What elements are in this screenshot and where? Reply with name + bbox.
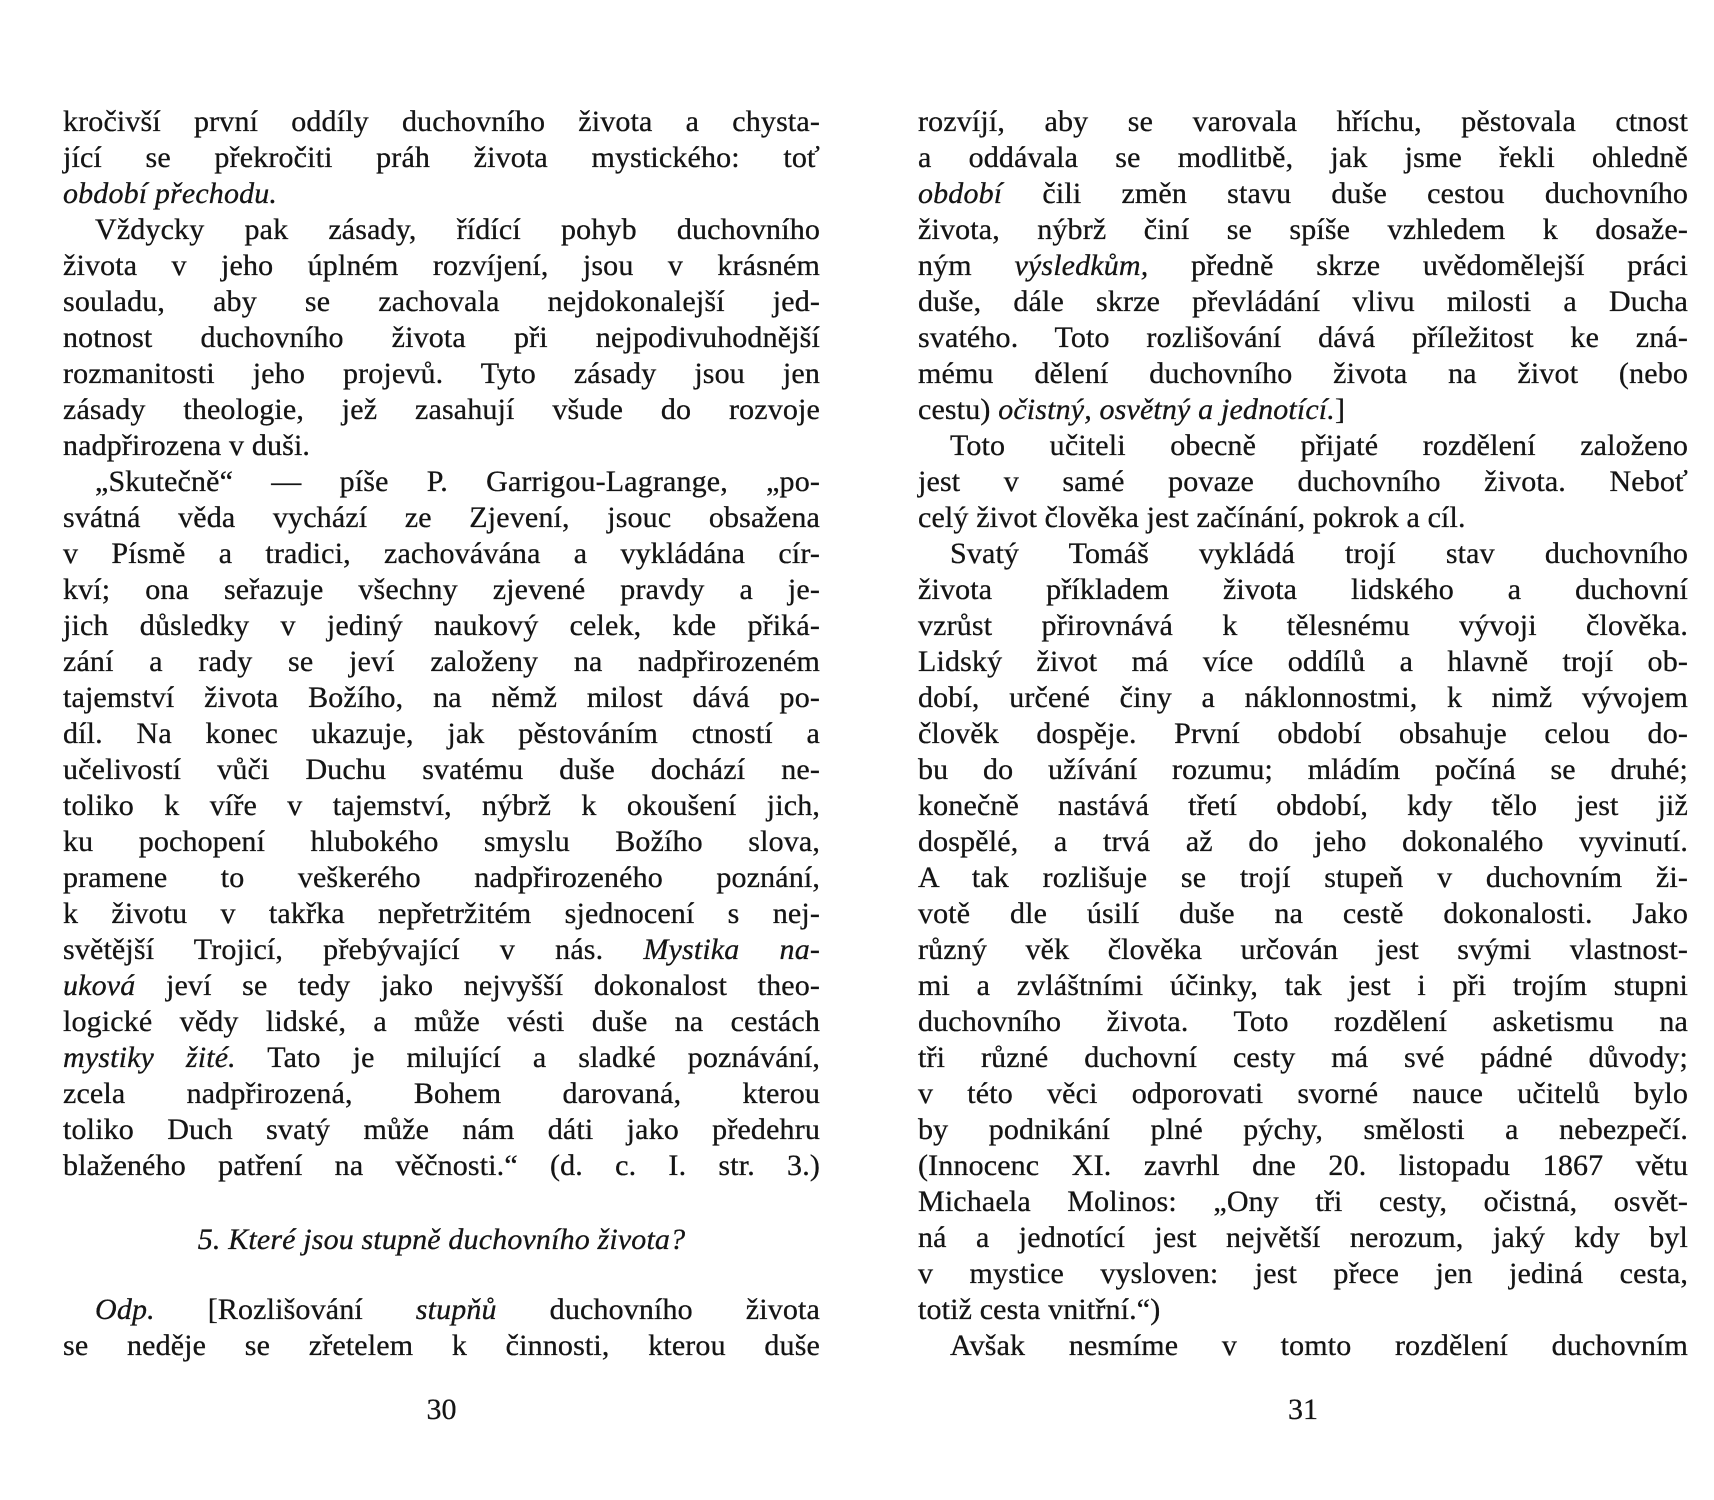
text-segment: notnost duchovního života při nejpodivuhodnější bbox=[63, 321, 820, 354]
text-segment: svátná věda vychází ze Zjevení, jsouc obsažena bbox=[63, 501, 820, 534]
text-segment: jest v samé povaze duchovního života. Neboť bbox=[918, 465, 1688, 498]
text-line bbox=[63, 500, 820, 536]
text-segment: života příkladem života lidského a duchovní bbox=[918, 573, 1688, 606]
text-segment: Vždycky pak zásady, řídící pohyb duchovního bbox=[95, 213, 820, 246]
text-segment: předně skrze uvědomělejší práci bbox=[1148, 249, 1688, 282]
text-line bbox=[918, 356, 1688, 392]
text-line bbox=[918, 392, 1688, 428]
text-line bbox=[918, 1256, 1688, 1292]
text-line bbox=[63, 248, 820, 284]
text-line bbox=[918, 932, 1688, 968]
text-line bbox=[918, 680, 1688, 716]
text-segment: v této věci odporovati svorné nauce učitelů bylo bbox=[918, 1077, 1688, 1110]
text-line bbox=[63, 176, 820, 212]
italic-text-segment: období bbox=[918, 177, 1003, 210]
text-line bbox=[918, 1220, 1688, 1256]
text-segment: dospělé, a trvá až do jeho dokonalého vyvinutí. bbox=[918, 825, 1688, 858]
text-segment: nadpřirozena v duši. bbox=[63, 429, 311, 462]
text-segment: Michaela Molinos: „Ony tři cesty, očistná, osvět- bbox=[918, 1185, 1688, 1218]
text-segment: „Skutečně“ — píše P. Garrigou-Lagrange, „po- bbox=[95, 465, 820, 498]
text-line bbox=[918, 428, 1688, 464]
text-line bbox=[918, 536, 1688, 572]
text-line bbox=[63, 428, 820, 464]
text-line bbox=[918, 1328, 1688, 1364]
text-segment: člověk dospěje. První období obsahuje celou do- bbox=[918, 717, 1688, 750]
text-line bbox=[63, 284, 820, 320]
text-segment: toliko Duch svatý může nám dáti jako předehru bbox=[63, 1113, 820, 1146]
italic-text-segment: uková bbox=[63, 969, 136, 1002]
italic-text-segment: Mystika na- bbox=[643, 933, 820, 966]
text-line bbox=[63, 392, 820, 428]
text-segment: ná a jednotící jest největší nerozum, jaký kdy byl bbox=[918, 1221, 1688, 1254]
text-segment: duchovního života. Toto rozdělení asketismu na bbox=[918, 1005, 1688, 1038]
text-line bbox=[918, 788, 1688, 824]
text-line bbox=[63, 1148, 820, 1184]
text-segment: života, nýbrž činí se spíše vzhledem k dosaže- bbox=[918, 213, 1688, 246]
text-line bbox=[63, 824, 820, 860]
page-right bbox=[918, 104, 1688, 1428]
text-segment: by podnikání plné pýchy, smělosti a nebezpečí. bbox=[918, 1113, 1688, 1146]
text-segment: k životu v takřka nepřetržitém sjednocení s nej- bbox=[63, 897, 820, 930]
text-line bbox=[918, 320, 1688, 356]
text-line bbox=[918, 140, 1688, 176]
text-line bbox=[918, 968, 1688, 1004]
text-segment: pramene to veškerého nadpřirozeného poznání, bbox=[63, 861, 820, 894]
text-line bbox=[918, 1040, 1688, 1076]
text-line bbox=[63, 104, 820, 140]
text-line bbox=[63, 536, 820, 572]
text-line bbox=[918, 1292, 1688, 1328]
text-line bbox=[63, 1040, 820, 1076]
text-segment: toliko k víře v tajemství, nýbrž k okoušení jich, bbox=[63, 789, 820, 822]
text-segment: jeví se tedy jako nejvyšší dokonalost theo- bbox=[135, 969, 820, 1002]
text-segment: zání a rady se jeví založeny na nadpřirozeném bbox=[63, 645, 820, 678]
text-line bbox=[918, 464, 1688, 500]
italic-text-segment: Odp. bbox=[95, 1293, 155, 1326]
text-line bbox=[918, 500, 1688, 536]
text-segment: učelivostí vůči Duchu svatému duše dochází ne- bbox=[63, 753, 820, 786]
text-line bbox=[63, 608, 820, 644]
text-segment: totiž cesta vnitřní.“) bbox=[918, 1293, 1161, 1326]
text-segment: se neděje se zřetelem k činnosti, kterou duše bbox=[63, 1329, 820, 1362]
text-segment: Svatý Tomáš vykládá trojí stav duchovního bbox=[950, 537, 1688, 570]
text-segment: votě dle úsilí duše na cestě dokonalosti. Jako bbox=[918, 897, 1688, 930]
text-segment: různý věk člověka určován jest svými vlastnost- bbox=[918, 933, 1688, 966]
italic-text-segment: mystiky žité. bbox=[63, 1041, 236, 1074]
text-segment: v mystice vysloven: jest přece jen jediná cesta, bbox=[918, 1257, 1688, 1290]
text-line bbox=[63, 1112, 820, 1148]
text-line bbox=[63, 1222, 820, 1258]
text-line bbox=[63, 1076, 820, 1112]
text-segment: Toto učiteli obecně přijaté rozdělení založeno bbox=[950, 429, 1688, 462]
text-segment: bu do užívání rozumu; mládím počíná se druhé; bbox=[918, 753, 1688, 786]
text-segment: ku pochopení hlubokého smyslu Božího slova, bbox=[63, 825, 820, 858]
text-segment: čili změn stavu duše cestou duchovního bbox=[1002, 177, 1688, 210]
text-line bbox=[63, 1292, 820, 1328]
text-segment: Avšak nesmíme v tomto rozdělení duchovním bbox=[950, 1329, 1688, 1362]
text-line bbox=[918, 572, 1688, 608]
text-line bbox=[918, 752, 1688, 788]
italic-text-segment: výsledkům, bbox=[1014, 249, 1149, 282]
page-left-text bbox=[63, 104, 820, 1364]
text-line bbox=[918, 284, 1688, 320]
text-line bbox=[63, 968, 820, 1004]
text-segment: [Rozlišování bbox=[154, 1293, 416, 1326]
text-line bbox=[918, 1004, 1688, 1040]
text-line bbox=[63, 680, 820, 716]
text-segment: blaženého patření na věčnosti.“ (d. c. I. str. 3.) bbox=[63, 1149, 820, 1182]
text-line bbox=[918, 212, 1688, 248]
text-segment: tajemství života Božího, na němž milost dává po- bbox=[63, 681, 820, 714]
text-segment: duše, dále skrze převládání vlivu milosti a Ducha bbox=[918, 285, 1688, 318]
italic-text-segment: 5. Které jsou stupně duchovního života? bbox=[197, 1223, 686, 1256]
text-line bbox=[918, 176, 1688, 212]
text-segment: A tak rozlišuje se trojí stupeň v duchovním ži- bbox=[918, 861, 1688, 894]
text-segment: cestu) bbox=[918, 393, 999, 426]
text-segment: Tato je milující a sladké poznávání, bbox=[235, 1041, 820, 1074]
page-number-right: 31 bbox=[1288, 1393, 1318, 1426]
text-line bbox=[63, 1004, 820, 1040]
text-line bbox=[63, 1328, 820, 1364]
text-segment: světější Trojicí, přebývající v nás. bbox=[63, 933, 644, 966]
text-line bbox=[918, 104, 1688, 140]
text-segment: logické vědy lidské, a může vésti duše na cestách bbox=[63, 1005, 820, 1038]
text-segment: vzrůst přirovnává k tělesnému vývoji člověka. bbox=[918, 609, 1688, 642]
text-line bbox=[63, 212, 820, 248]
text-line bbox=[63, 752, 820, 788]
text-line bbox=[918, 716, 1688, 752]
text-line bbox=[63, 140, 820, 176]
text-segment: mi a zvláštními účinky, tak jest i při trojím stupni bbox=[918, 969, 1688, 1002]
text-segment: tři různé duchovní cesty má své pádné důvody; bbox=[918, 1041, 1688, 1074]
text-segment: Lidský život má více oddílů a hlavně trojí ob- bbox=[918, 645, 1688, 678]
text-line bbox=[63, 644, 820, 680]
text-segment: celý život člověka jest začínání, pokrok a cíl. bbox=[918, 501, 1466, 534]
text-segment: zcela nadpřirozená, Bohem darovaná, kterou bbox=[63, 1077, 820, 1110]
text-segment: svatého. Toto rozlišování dává příležitost ke zná- bbox=[918, 321, 1688, 354]
text-segment: mému dělení duchovního života na život (nebo bbox=[918, 357, 1688, 390]
text-line bbox=[918, 896, 1688, 932]
text-segment: života v jeho úplném rozvíjení, jsou v krásném bbox=[63, 249, 820, 282]
text-line bbox=[918, 1112, 1688, 1148]
text-segment: v Písmě a tradici, zachovávána a vykládána cír- bbox=[63, 537, 820, 570]
text-line bbox=[63, 788, 820, 824]
text-line bbox=[63, 464, 820, 500]
text-line bbox=[63, 932, 820, 968]
page-left bbox=[63, 104, 820, 1428]
text-line bbox=[918, 1184, 1688, 1220]
text-line bbox=[918, 1148, 1688, 1184]
text-segment: jící se překročiti práh života mystického: toť bbox=[63, 141, 820, 174]
italic-text-segment: období přechodu. bbox=[63, 177, 278, 210]
text-line bbox=[63, 572, 820, 608]
text-line bbox=[918, 1076, 1688, 1112]
text-segment: zásady theologie, jež zasahují všude do rozvoje bbox=[63, 393, 820, 426]
text-line bbox=[918, 248, 1688, 284]
text-segment: (Innocenc XI. zavrhl dne 20. listopadu 1867 větu bbox=[918, 1149, 1688, 1182]
text-line bbox=[63, 716, 820, 752]
page-number-left: 30 bbox=[426, 1393, 457, 1426]
text-segment: konečně nastává třetí období, kdy tělo jest již bbox=[918, 789, 1688, 822]
text-segment: dobí, určené činy a náklonnostmi, k nimž vývojem bbox=[918, 681, 1688, 714]
text-line bbox=[918, 860, 1688, 896]
text-segment: souladu, aby se zachovala nejdokonalejší jed- bbox=[63, 285, 820, 318]
text-segment: ] bbox=[1334, 393, 1346, 426]
text-line bbox=[918, 824, 1688, 860]
text-segment: kročivší první oddíly duchovního života a chysta- bbox=[63, 105, 820, 138]
text-segment: rozmanitosti jeho projevů. Tyto zásady jsou jen bbox=[63, 357, 820, 390]
text-line bbox=[918, 608, 1688, 644]
italic-text-segment: očistný, osvětný a jednotící. bbox=[998, 393, 1335, 426]
text-segment: jich důsledky v jediný naukový celek, kde přiká- bbox=[63, 609, 820, 642]
text-line bbox=[63, 860, 820, 896]
text-segment: díl. Na konec ukazuje, jak pěstováním ctností a bbox=[63, 717, 820, 750]
text-line bbox=[63, 896, 820, 932]
text-segment: rozvíjí, aby se varovala hříchu, pěstovala ctnost bbox=[918, 105, 1688, 138]
text-line bbox=[63, 320, 820, 356]
text-line bbox=[918, 644, 1688, 680]
text-segment: kví; ona seřazuje všechny zjevené pravdy a je- bbox=[63, 573, 820, 606]
text-segment: duchovního života bbox=[496, 1293, 820, 1326]
text-segment: ným bbox=[918, 249, 1015, 282]
text-segment: a oddávala se modlitbě, jak jsme řekli ohledně bbox=[918, 141, 1688, 174]
text-line bbox=[63, 356, 820, 392]
italic-text-segment: stupňů bbox=[415, 1293, 497, 1326]
page-right-text bbox=[918, 104, 1688, 1364]
